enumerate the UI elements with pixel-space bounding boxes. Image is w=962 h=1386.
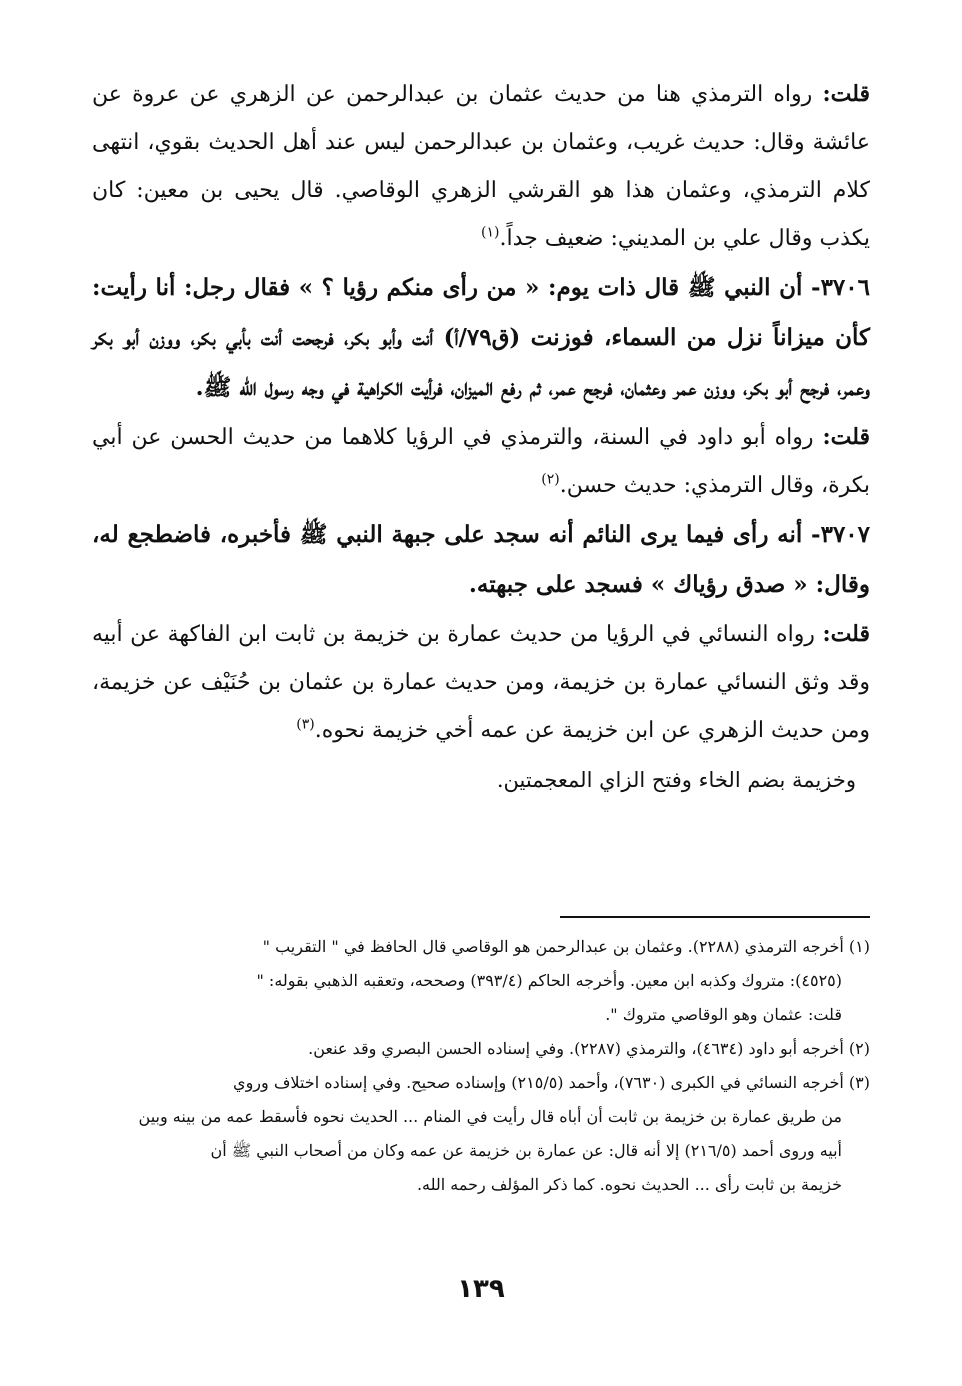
- paragraph-text: رواه الترمذي هنا من حديث عثمان بن عبدالرحمن عن الزهري عن عروة عن عائشة وقال: حديث غريب، وعثمان بن عبدالرحمن ليس عند أهل الحديث بقوي، انتهى كلام الترمذي، وعثمان هذا هو القرشي الزهري الوقاصي. قال يحيى بن معين: كان يكذب وقال علي بن المديني: ضعيف جداً.: [92, 82, 870, 251]
- footnote-2: [92, 1032, 870, 1066]
- qultu-label: قلت:: [822, 424, 871, 450]
- footnote-ref[interactable]: (٣): [296, 716, 315, 733]
- qultu-label: قلت:: [822, 81, 870, 107]
- footnotes-section: [92, 916, 870, 1202]
- paragraph-commentary-3: [92, 610, 870, 755]
- footnote-line: (١) أخرجه الترمذي (٢٢٨٨). وعثمان بن عبدالرحمن هو الوقاصي قال الحافظ في " التقريب ": [262, 937, 870, 956]
- footnote-divider: [560, 916, 870, 918]
- paragraph-commentary-1: [92, 70, 870, 263]
- hadith-number: ٣٧٠٧-: [811, 521, 871, 548]
- paragraph-text: رواه النسائي في الرؤيا من حديث عمارة بن خزيمة بن ثابت ابن الفاكهة عن أبيه وقد وثق النسائي عمارة بن خزيمة، ومن حديث عمارة بن عثمان بن حُنَيْف عن خزيمة، ومن حديث الزهري عن ابن خزيمة عن عمه أخي خزيمة نحوه.: [92, 622, 870, 743]
- footnote-ref[interactable]: (٢): [541, 471, 560, 488]
- footnote-line: (٤٥٢٥): متروك وكذبه ابن معين. وأخرجه الحاكم (٣٩٣/٤) وصححه، وتعقبه الذهبي بقوله: ": [256, 971, 842, 990]
- paragraph-text: رواه أبو داود في السنة، والترمذي في الرؤيا كلاهما من حديث الحسن عن أبي بكرة، وقال الترمذي: حديث حسن.: [92, 425, 870, 498]
- hadith-3707: [92, 510, 870, 610]
- qultu-label: قلت:: [822, 621, 870, 647]
- footnote-3: [92, 1066, 870, 1202]
- hadith-text: أنه رأى فيما يرى النائم أنه سجد على جبهة النبي ﷺ فأخبره، فاضطجع له، وقال: « صدق رؤياك » فسجد على جبهته.: [92, 521, 870, 598]
- hadith-3706: [92, 263, 870, 413]
- footnote-1: [92, 930, 870, 1032]
- main-text: [92, 70, 870, 803]
- footnote-line: من طريق عمارة بن خزيمة بن ثابت أن أباه قال رأيت في المنام ... الحديث نحوه فأسقط عمه من بينه وبين: [138, 1107, 842, 1126]
- footnote-line: (٢) أخرجه أبو داود (٤٦٣٤)، والترمذي (٢٢٨٧). وفي إسناده الحسن البصري وقد عنعن.: [308, 1039, 870, 1058]
- hadith-text: أن النبي ﷺ قال ذات يوم: « من رأى منكم رؤيا ؟ » فقال رجل: أنا رأيت: كأن ميزاناً نزل من السماء، فوزنت (ق٧٩/أ) أنت وأبو بكر، فرجحت أنت بأبي بكر، ووزن أبو بكر وعمر، فرجح أبو بكر، ووزن عمر وعثمان، فرجح عمر، ثم رفع الميزان، فرأيت الكراهية في وجه رسول الله ﷺ.: [92, 274, 870, 401]
- spelling-note: وخزيمة بضم الخاء وفتح الزاي المعجمتين.: [496, 768, 856, 792]
- footnote-line: قلت: عثمان وهو الوقاصي متروك ".: [605, 1005, 842, 1024]
- footnote-line: (٣) أخرجه النسائي في الكبرى (٧٦٣٠)، وأحمد (٢١٥/٥) وإسناده صحيح. وفي إسناده اختلاف وروي: [233, 1073, 870, 1092]
- page-number: ١٣٩: [457, 1274, 505, 1304]
- footnote-ref[interactable]: (١): [481, 224, 500, 241]
- paragraph-commentary-2: [92, 413, 870, 510]
- hadith-number: ٣٧٠٦-: [811, 274, 870, 301]
- footnote-line: أبيه وروى أحمد (٢١٦/٥) إلا أنه قال: عن عمارة بن خزيمة عن عمه وكان من أصحاب النبي ﷺ أن: [210, 1141, 842, 1160]
- footnote-line: خزيمة بن ثابت رأى ... الحديث نحوه. كما ذكر المؤلف رحمه الله.: [416, 1175, 842, 1194]
